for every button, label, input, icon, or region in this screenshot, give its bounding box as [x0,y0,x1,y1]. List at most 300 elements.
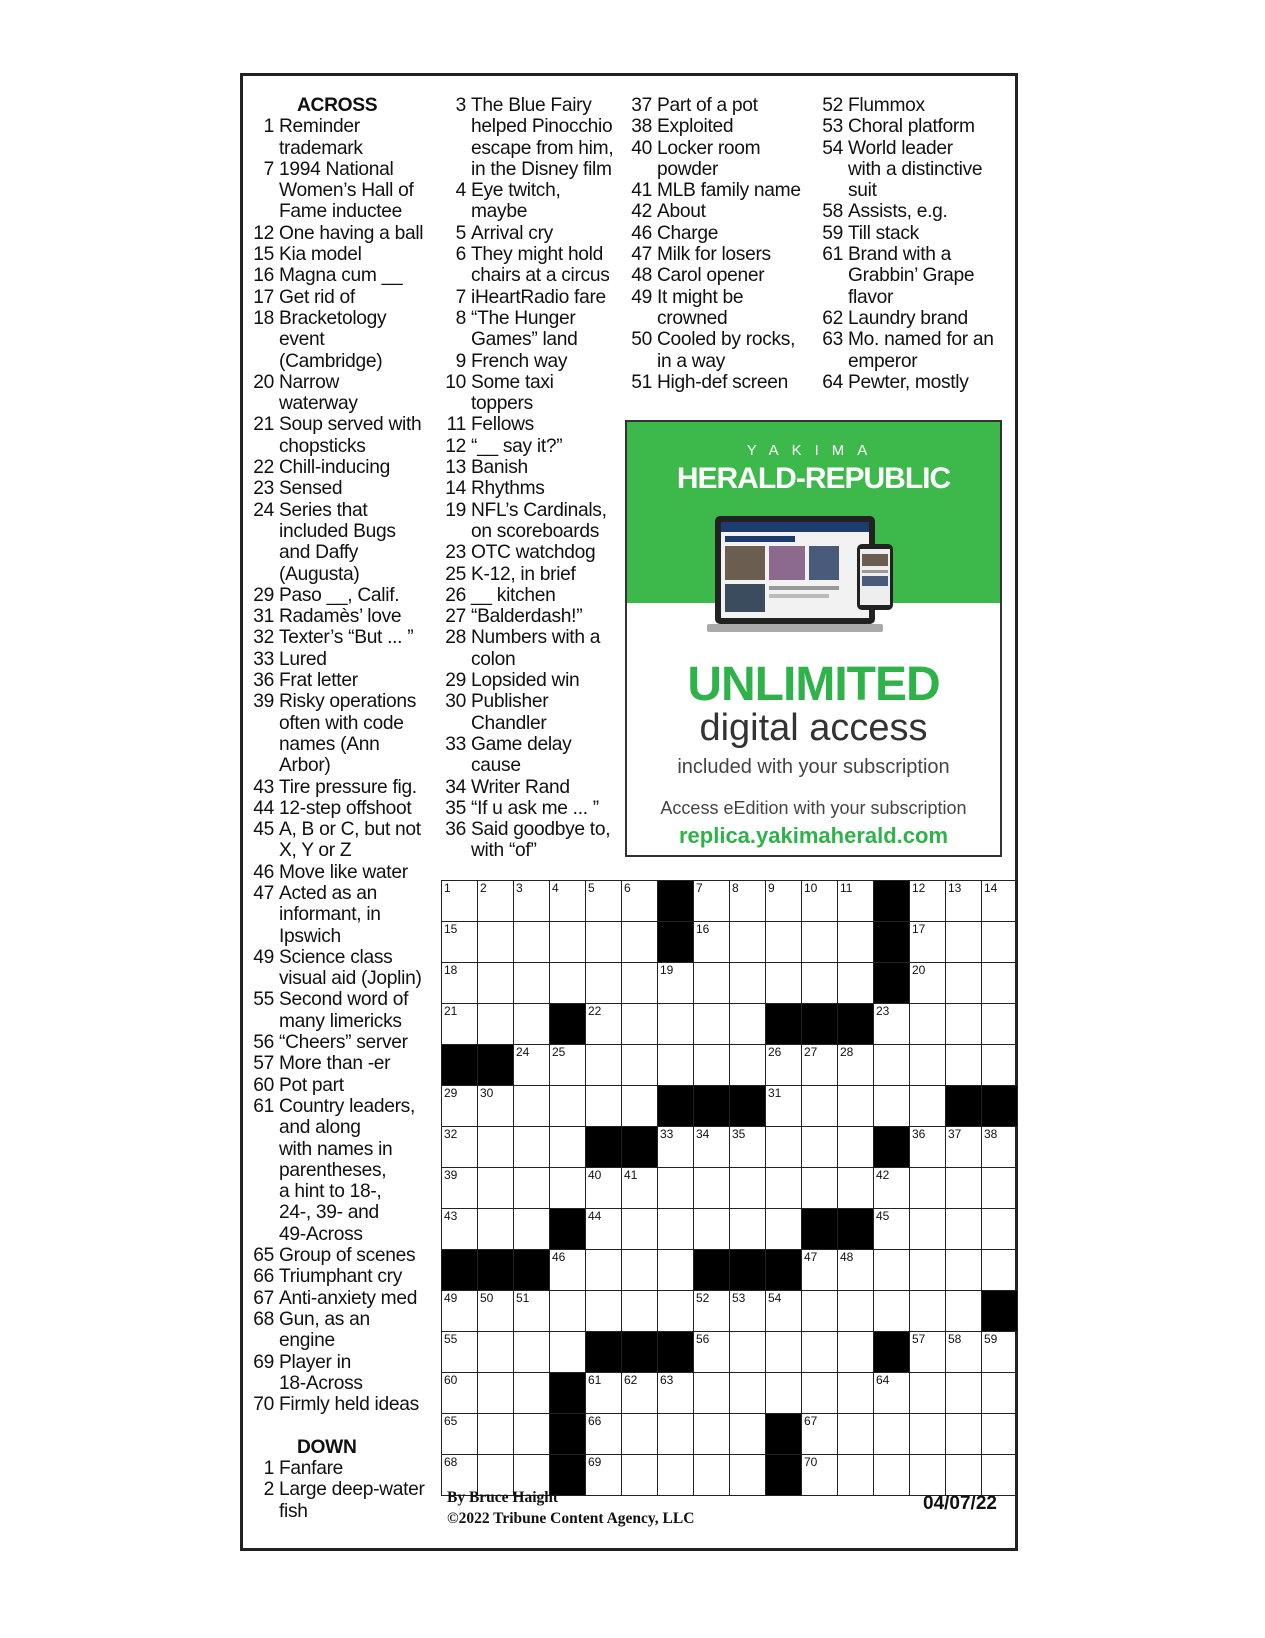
clue-text-line: About [657,201,706,223]
cell-number: 11 [840,881,853,895]
cell-number: 54 [768,1291,782,1305]
clue-number: 23 [253,478,274,500]
grid-cell[interactable] [658,1414,694,1455]
grid-cell[interactable] [946,1004,982,1045]
grid-cell[interactable] [910,1209,946,1250]
grid-cell[interactable] [910,881,946,922]
clue-text-line: Second word of [279,989,409,1011]
grid-cell[interactable] [658,1127,694,1168]
grid-cell[interactable] [478,922,514,963]
grid-cell[interactable] [442,1414,478,1455]
clue-text-line: Firmly held ideas [279,1394,419,1416]
grid-cell[interactable] [982,1004,1018,1045]
grid-cell[interactable] [982,1045,1018,1086]
grid-cell[interactable] [658,1209,694,1250]
clue-text-line: Eye twitch, [471,180,561,202]
grid-cell[interactable] [766,1168,802,1209]
grid-cell[interactable] [982,881,1018,922]
clue-text-line: Brand with a [848,244,952,266]
grid-cell[interactable] [550,1168,586,1209]
across-clue-21 [249,414,429,457]
grid-cell[interactable] [622,1291,658,1332]
cell-number: 2 [480,881,487,895]
cell-number: 8 [732,881,739,895]
grid-cell[interactable] [982,1209,1018,1250]
grid-cell[interactable] [586,963,622,1004]
grid-cell[interactable] [550,881,586,922]
grid-cell[interactable] [946,1373,982,1414]
grid-cell[interactable] [874,1209,910,1250]
clue-text-line: waterway [279,393,358,415]
grid-cell[interactable] [838,1373,874,1414]
down-list-part-4 [818,95,1008,393]
across-clue-44 [249,798,429,819]
grid-cell[interactable] [946,881,982,922]
grid-cell[interactable] [766,1373,802,1414]
black-square [838,1004,874,1045]
grid-cell[interactable] [982,1414,1018,1455]
grid-cell[interactable] [442,1168,478,1209]
grid-cell[interactable] [982,1455,1018,1496]
grid-cell[interactable] [802,963,838,1004]
grid-cell[interactable] [658,1250,694,1291]
grid-cell[interactable] [658,1004,694,1045]
across-clue-43 [249,777,429,798]
grid-cell[interactable] [946,1291,982,1332]
clue-text-line: powder [657,158,719,180]
grid-cell[interactable] [730,881,766,922]
grid-cell[interactable] [910,1291,946,1332]
grid-cell[interactable] [442,1291,478,1332]
grid-cell[interactable] [766,1291,802,1332]
grid-cell[interactable] [694,1373,730,1414]
ad-brand-logo: HERALD-REPUBLIC [676,462,951,495]
grid-cell[interactable] [802,1332,838,1373]
grid-cell[interactable] [442,881,478,922]
grid-cell[interactable] [730,963,766,1004]
black-square [658,881,694,922]
clue-text-line: OTC watchdog [471,542,596,564]
grid-cell[interactable] [694,1414,730,1455]
across-clue-39 [249,691,429,776]
grid-cell[interactable] [946,1045,982,1086]
grid-cell[interactable] [550,1291,586,1332]
clue-text-line: names (Ann [279,733,380,755]
grid-cell[interactable] [766,1045,802,1086]
grid-cell[interactable] [802,1414,838,1455]
grid-cell[interactable] [946,1127,982,1168]
grid-cell[interactable] [514,1209,550,1250]
grid-cell[interactable] [442,1086,478,1127]
grid-cell[interactable] [478,1004,514,1045]
black-square [802,1004,838,1045]
cell-number: 39 [444,1168,458,1182]
grid-cell[interactable] [586,1168,622,1209]
clue-text-line: Locker room [657,137,761,159]
black-square [658,1332,694,1373]
grid-cell[interactable] [658,1373,694,1414]
across-list [249,116,429,1415]
grid-cell[interactable] [874,1004,910,1045]
grid-cell[interactable] [658,1168,694,1209]
grid-cell[interactable] [946,1332,982,1373]
clue-text-line: often with code [279,712,404,734]
grid-cell[interactable] [478,1332,514,1373]
grid-cell[interactable] [514,1127,550,1168]
grid-cell[interactable] [802,922,838,963]
grid-cell[interactable] [658,1291,694,1332]
grid-cell[interactable] [946,1209,982,1250]
across-clues-column [249,95,429,1522]
grid-cell[interactable] [766,1209,802,1250]
grid-cell[interactable] [982,1332,1018,1373]
subscription-ad[interactable] [625,420,1002,857]
grid-cell[interactable] [730,1291,766,1332]
clue-text-line: Exploited [657,116,734,138]
grid-cell[interactable] [874,1455,910,1496]
ad-url-link[interactable]: replica.yakimaherald.com [678,823,949,848]
grid-cell[interactable] [982,922,1018,963]
clue-number: 16 [253,265,274,287]
grid-cell[interactable] [478,1373,514,1414]
cell-number: 47 [804,1250,818,1264]
grid-cell[interactable] [694,1291,730,1332]
grid-cell[interactable] [550,922,586,963]
grid-cell[interactable] [442,922,478,963]
cell-number: 23 [876,1004,890,1018]
grid-cell[interactable] [910,1168,946,1209]
grid-cell[interactable] [694,1168,730,1209]
clue-number: 33 [445,733,466,755]
grid-cell[interactable] [442,1004,478,1045]
grid-cell[interactable] [982,1373,1018,1414]
grid-cell[interactable] [802,1045,838,1086]
clue-text-line: K-12, in brief [471,563,576,585]
grid-cell[interactable] [622,1004,658,1045]
cell-number: 7 [696,881,703,895]
cell-number: 69 [588,1455,602,1469]
grid-cell[interactable] [802,1086,838,1127]
grid-cell[interactable] [694,1127,730,1168]
grid-cell[interactable] [442,1332,478,1373]
grid-cell[interactable] [838,1127,874,1168]
cell-number: 41 [624,1168,638,1182]
grid-cell[interactable] [910,963,946,1004]
grid-cell[interactable] [946,963,982,1004]
grid-cell[interactable] [946,922,982,963]
clue-number: 19 [445,499,466,521]
clue-text-line: Science class [279,946,393,968]
clue-text-line: on scoreboards [471,520,600,542]
grid-cell[interactable] [838,1455,874,1496]
grid-cell[interactable] [514,1045,550,1086]
grid-cell[interactable] [586,922,622,963]
down-clue-11 [441,414,621,435]
clue-number: 12 [445,435,466,457]
grid-cell[interactable] [586,1209,622,1250]
cell-number: 44 [588,1209,602,1223]
clue-text-line: “__ say it?” [471,435,563,457]
grid-cell[interactable] [478,881,514,922]
grid-cell[interactable] [802,1291,838,1332]
grid-cell[interactable] [730,1373,766,1414]
grid-cell[interactable] [910,1332,946,1373]
clue-text-line: (Augusta) [279,563,360,585]
grid-cell[interactable] [946,1250,982,1291]
clue-text-line: Women’s Hall of [279,180,414,202]
grid-cell[interactable] [478,1209,514,1250]
grid-cell[interactable] [838,1045,874,1086]
clue-number: 61 [822,244,843,266]
clue-number: 63 [822,329,843,351]
clue-text-line: fish [279,1500,308,1522]
grid-cell[interactable] [622,1209,658,1250]
grid-cell[interactable] [730,1455,766,1496]
grid-cell[interactable] [802,1373,838,1414]
grid-row [442,1414,1018,1455]
cell-number: 37 [948,1127,962,1141]
grid-cell[interactable] [730,1168,766,1209]
grid-cell[interactable] [514,922,550,963]
grid-cell[interactable] [586,1414,622,1455]
grid-cell[interactable] [658,963,694,1004]
clue-number: 37 [631,95,652,116]
grid-cell[interactable] [838,1291,874,1332]
grid-cell[interactable] [874,1414,910,1455]
grid-cell[interactable] [514,881,550,922]
cell-number: 15 [444,922,458,936]
grid-cell[interactable] [874,1086,910,1127]
down-clue-10 [441,372,621,415]
crossword-grid[interactable] [441,880,1018,1496]
grid-cell[interactable] [514,1086,550,1127]
cell-number: 38 [984,1127,998,1141]
grid-cell[interactable] [478,1127,514,1168]
grid-cell[interactable] [982,1127,1018,1168]
grid-row [442,1045,1018,1086]
grid-cell[interactable] [550,1045,586,1086]
down-clue-9 [441,351,621,372]
grid-cell[interactable] [478,1414,514,1455]
grid-cell[interactable] [442,1209,478,1250]
grid-cell[interactable] [766,1086,802,1127]
grid-cell[interactable] [838,1250,874,1291]
grid-cell[interactable] [622,1045,658,1086]
grid-cell[interactable] [802,1455,838,1496]
black-square [874,963,910,1004]
across-clue-65 [249,1245,429,1266]
grid-cell[interactable] [874,1373,910,1414]
grid-row [442,1250,1018,1291]
grid-cell[interactable] [982,963,1018,1004]
grid-cell[interactable] [478,1291,514,1332]
grid-cell[interactable] [766,1127,802,1168]
grid-cell[interactable] [622,881,658,922]
grid-cell[interactable] [838,1086,874,1127]
down-clue-38 [627,116,817,137]
down-clue-35 [441,798,621,819]
clue-number: 45 [253,819,274,841]
down-clue-41 [627,180,817,201]
clue-number: 39 [253,691,274,713]
grid-cell[interactable] [622,963,658,1004]
grid-cell[interactable] [658,1045,694,1086]
grid-cell[interactable] [694,881,730,922]
grid-cell[interactable] [694,1455,730,1496]
grid-cell[interactable] [802,881,838,922]
grid-cell[interactable] [514,1004,550,1045]
grid-cell[interactable] [550,1127,586,1168]
grid-cell[interactable] [946,1455,982,1496]
grid-cell[interactable] [622,1168,658,1209]
black-square [730,1086,766,1127]
clue-text-line: Large deep-water [279,1479,425,1501]
clue-text-line: Triumphant cry [279,1266,403,1288]
grid-cell[interactable] [586,881,622,922]
grid-cell[interactable] [586,1291,622,1332]
grid-cell[interactable] [730,1127,766,1168]
down-clue-54 [818,138,1008,202]
grid-cell[interactable] [730,1004,766,1045]
grid-cell[interactable] [874,1045,910,1086]
grid-cell[interactable] [838,963,874,1004]
grid-cell[interactable] [622,1414,658,1455]
grid-cell[interactable] [982,1250,1018,1291]
clue-number: 2 [263,1479,274,1501]
grid-cell[interactable] [550,1332,586,1373]
clue-text-line: Said goodbye to, [471,819,611,841]
grid-cell[interactable] [838,1414,874,1455]
down-clue-2 [249,1479,429,1522]
grid-cell[interactable] [622,1250,658,1291]
grid-cell[interactable] [514,963,550,1004]
black-square [586,1332,622,1373]
clue-number: 56 [253,1032,274,1054]
black-square [478,1250,514,1291]
grid-cell[interactable] [514,1168,550,1209]
grid-cell[interactable] [730,1045,766,1086]
grid-cell[interactable] [478,1168,514,1209]
clue-text-line: crowned [657,307,728,329]
grid-cell[interactable] [982,1168,1018,1209]
grid-cell[interactable] [910,1045,946,1086]
clue-text-line: Risky operations [279,691,417,713]
grid-cell[interactable] [766,963,802,1004]
grid-cell[interactable] [478,1086,514,1127]
grid-cell[interactable] [586,1004,622,1045]
grid-cell[interactable] [910,1373,946,1414]
grid-cell[interactable] [838,1332,874,1373]
grid-cell[interactable] [766,881,802,922]
grid-cell[interactable] [622,1373,658,1414]
grid-cell[interactable] [874,1250,910,1291]
clue-number: 49 [253,946,274,968]
grid-cell[interactable] [802,1168,838,1209]
down-clues-column-3 [627,95,817,393]
grid-cell[interactable] [514,1373,550,1414]
grid-cell[interactable] [946,1414,982,1455]
grid-cell[interactable] [586,1045,622,1086]
grid-cell[interactable] [622,1086,658,1127]
clue-number: 44 [253,797,274,819]
down-clue-58 [818,201,1008,222]
grid-cell[interactable] [838,922,874,963]
clue-text-line: Sensed [279,478,343,500]
black-square [478,1045,514,1086]
grid-cell[interactable] [442,1127,478,1168]
grid-cell[interactable] [910,1455,946,1496]
grid-cell[interactable] [802,1250,838,1291]
clue-text-line: Cooled by rocks, [657,329,796,351]
grid-cell[interactable] [838,1168,874,1209]
grid-cell[interactable] [766,922,802,963]
grid-cell[interactable] [586,1086,622,1127]
grid-cell[interactable] [730,1209,766,1250]
grid-cell[interactable] [910,1004,946,1045]
grid-cell[interactable] [586,1250,622,1291]
grid-cell[interactable] [946,1168,982,1209]
grid-cell[interactable] [550,1250,586,1291]
grid-cell[interactable] [586,1373,622,1414]
grid-cell[interactable] [730,1414,766,1455]
grid-cell[interactable] [910,922,946,963]
grid-cell[interactable] [910,1127,946,1168]
clue-number: 24 [253,499,274,521]
grid-cell[interactable] [622,922,658,963]
grid-cell[interactable] [514,1291,550,1332]
grid-cell[interactable] [910,1086,946,1127]
grid-cell[interactable] [910,1250,946,1291]
grid-cell[interactable] [730,1332,766,1373]
black-square [982,1086,1018,1127]
cell-number: 4 [552,881,559,895]
grid-cell[interactable] [514,1332,550,1373]
grid-cell[interactable] [550,963,586,1004]
grid-cell[interactable] [802,1127,838,1168]
cell-number: 5 [588,881,595,895]
black-square [730,1250,766,1291]
cell-number: 65 [444,1414,458,1428]
grid-cell[interactable] [694,1004,730,1045]
clue-number: 43 [253,776,274,798]
clue-number: 51 [631,371,652,393]
grid-cell[interactable] [694,1332,730,1373]
clue-number: 4 [455,180,466,202]
devices-illustration [707,514,897,642]
grid-cell[interactable] [910,1414,946,1455]
grid-cell[interactable] [694,963,730,1004]
black-square [874,881,910,922]
grid-cell[interactable] [514,1414,550,1455]
grid-cell[interactable] [550,1086,586,1127]
clue-number: 13 [445,457,466,479]
grid-cell[interactable] [694,922,730,963]
grid-cell[interactable] [442,1373,478,1414]
grid-cell[interactable] [874,1291,910,1332]
grid-cell[interactable] [442,963,478,1004]
grid-cell[interactable] [694,1045,730,1086]
grid-cell[interactable] [730,922,766,963]
clue-text-line: engine [279,1330,335,1352]
clue-text-line: World leader [848,137,953,159]
grid-cell[interactable] [838,881,874,922]
grid-cell[interactable] [874,1168,910,1209]
grid-cell[interactable] [694,1209,730,1250]
grid-cell[interactable] [478,963,514,1004]
across-clue-68 [249,1309,429,1352]
grid-cell[interactable] [766,1332,802,1373]
clue-text-line: in a way [657,350,725,372]
